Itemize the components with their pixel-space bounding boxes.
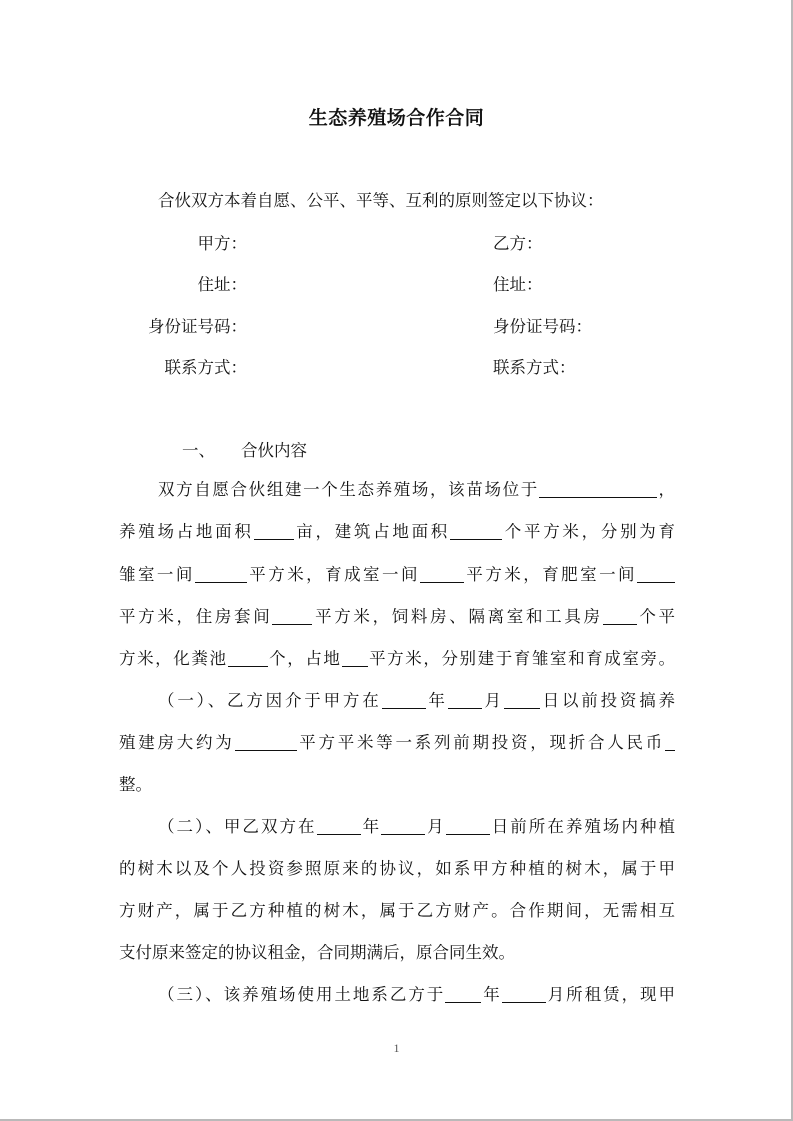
intro-paragraph: 合伙双方本着自愿、公平、平等、互利的原则签定以下协议：: [158, 191, 604, 210]
party-a-id: 身份证号码：: [148, 317, 247, 336]
body-line: 方米，化粪池 个，占地 平方米，分别建于育雏室和育成室旁。: [119, 649, 676, 668]
party-b-label: 乙方：: [493, 234, 543, 253]
party-b-address: 住址：: [493, 275, 543, 294]
body-line: （三）、该养殖场使用土地系乙方于 年 月所租赁，现甲: [158, 985, 676, 1004]
party-a-address: 住址：: [197, 275, 247, 294]
section-heading: [182, 437, 307, 461]
page-number: 1: [393, 1041, 400, 1055]
body-line: 的树木以及个人投资参照原来的协议，如系甲方种植的树木，属于甲: [119, 859, 675, 878]
party-b-id: 身份证号码：: [493, 317, 592, 336]
party-a-contact: 联系方式：: [164, 358, 247, 377]
body-line: 殖建房大约为 平方平米等一系列前期投资，现折合人民币: [119, 731, 675, 755]
body-line: 雏室一间 平方米，育成室一间 平方米，育肥室一间: [119, 563, 675, 587]
body-line: （二）、甲乙双方在 年 月 日前所在养殖场内种植: [158, 817, 676, 836]
section-title: 合伙内容: [241, 441, 307, 460]
body-line: 双方自愿合伙组建一个生态养殖场，该苗场位于 ，: [158, 480, 676, 499]
body-line: （一）、乙方因介于甲方在 年 月 日以前投资搞养: [158, 691, 676, 710]
body-line: 养殖场占地面积 亩，建筑占地面积 个平方米，分别为育: [119, 522, 676, 541]
body-line: 整。: [119, 775, 152, 794]
body-line: 方财产，属于乙方种植的树木，属于乙方财产。合作期间，无需相互: [119, 901, 675, 920]
party-a-label: 甲方：: [197, 234, 247, 253]
section-number: 一、: [182, 441, 215, 460]
body-line: 支付原来签定的协议租金，合同期满后，原合同生效。: [119, 943, 515, 962]
document-title: 生态养殖场合作合同: [308, 107, 485, 129]
body-line: 平方米，住房套间 平方米，饲料房、隔离室和工具房 个平: [119, 607, 676, 626]
party-b-contact: 联系方式：: [493, 358, 576, 377]
